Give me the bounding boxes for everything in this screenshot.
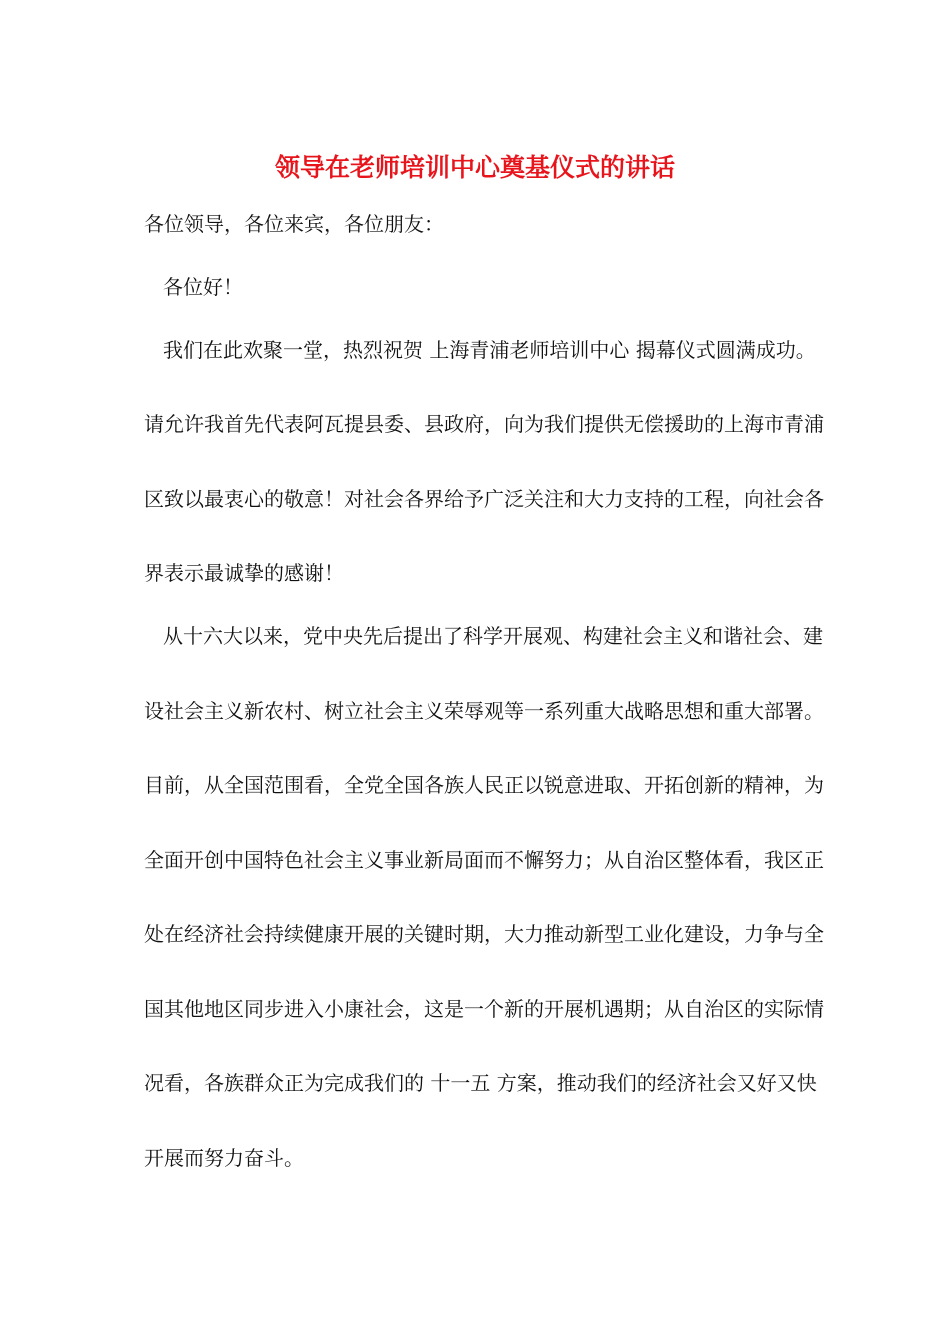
paragraph-line: 国其他地区同步进入小康社会，这是一个新的开展机遇期；从自治区的实际情 (144, 997, 824, 1021)
paragraph-line: 目前，从全国范围看，全党全国各族人民正以锐意进取、开拓创新的精神，为 (144, 773, 824, 797)
paragraph-line: 我们在此欢聚一堂，热烈祝贺 上海青浦老师培训中心 揭幕仪式圆满成功。 (163, 338, 816, 362)
greeting: 各位好！ (163, 275, 243, 299)
paragraph-line: 处在经济社会持续健康开展的关键时期，大力推动新型工业化建设，力争与全 (144, 922, 824, 946)
paragraph-line: 区致以最衷心的敬意！对社会各界给予广泛关注和大力支持的工程，向社会各 (144, 487, 824, 511)
document-title: 领导在老师培训中心奠基仪式的讲话 (274, 153, 675, 182)
paragraph-line: 全面开创中国特色社会主义事业新局面而不懈努力；从自治区整体看，我区正 (144, 848, 824, 872)
salutation: 各位领导，各位来宾，各位朋友： (144, 212, 444, 236)
paragraph-line: 请允许我首先代表阿瓦提县委、县政府，向为我们提供无偿援助的上海市青浦 (144, 412, 824, 436)
paragraph-line: 从十六大以来，党中央先后提出了科学开展观、构建社会主义和谐社会、建 (163, 624, 823, 648)
paragraph-line: 界表示最诚挚的感谢！ (144, 561, 344, 585)
paragraph-line: 况看，各族群众正为完成我们的 十一五 方案，推动我们的经济社会又好又快 (144, 1071, 817, 1095)
paragraph-line: 开展而努力奋斗。 (144, 1146, 304, 1170)
paragraph-line: 设社会主义新农村、树立社会主义荣辱观等一系列重大战略思想和重大部署。 (144, 699, 824, 723)
